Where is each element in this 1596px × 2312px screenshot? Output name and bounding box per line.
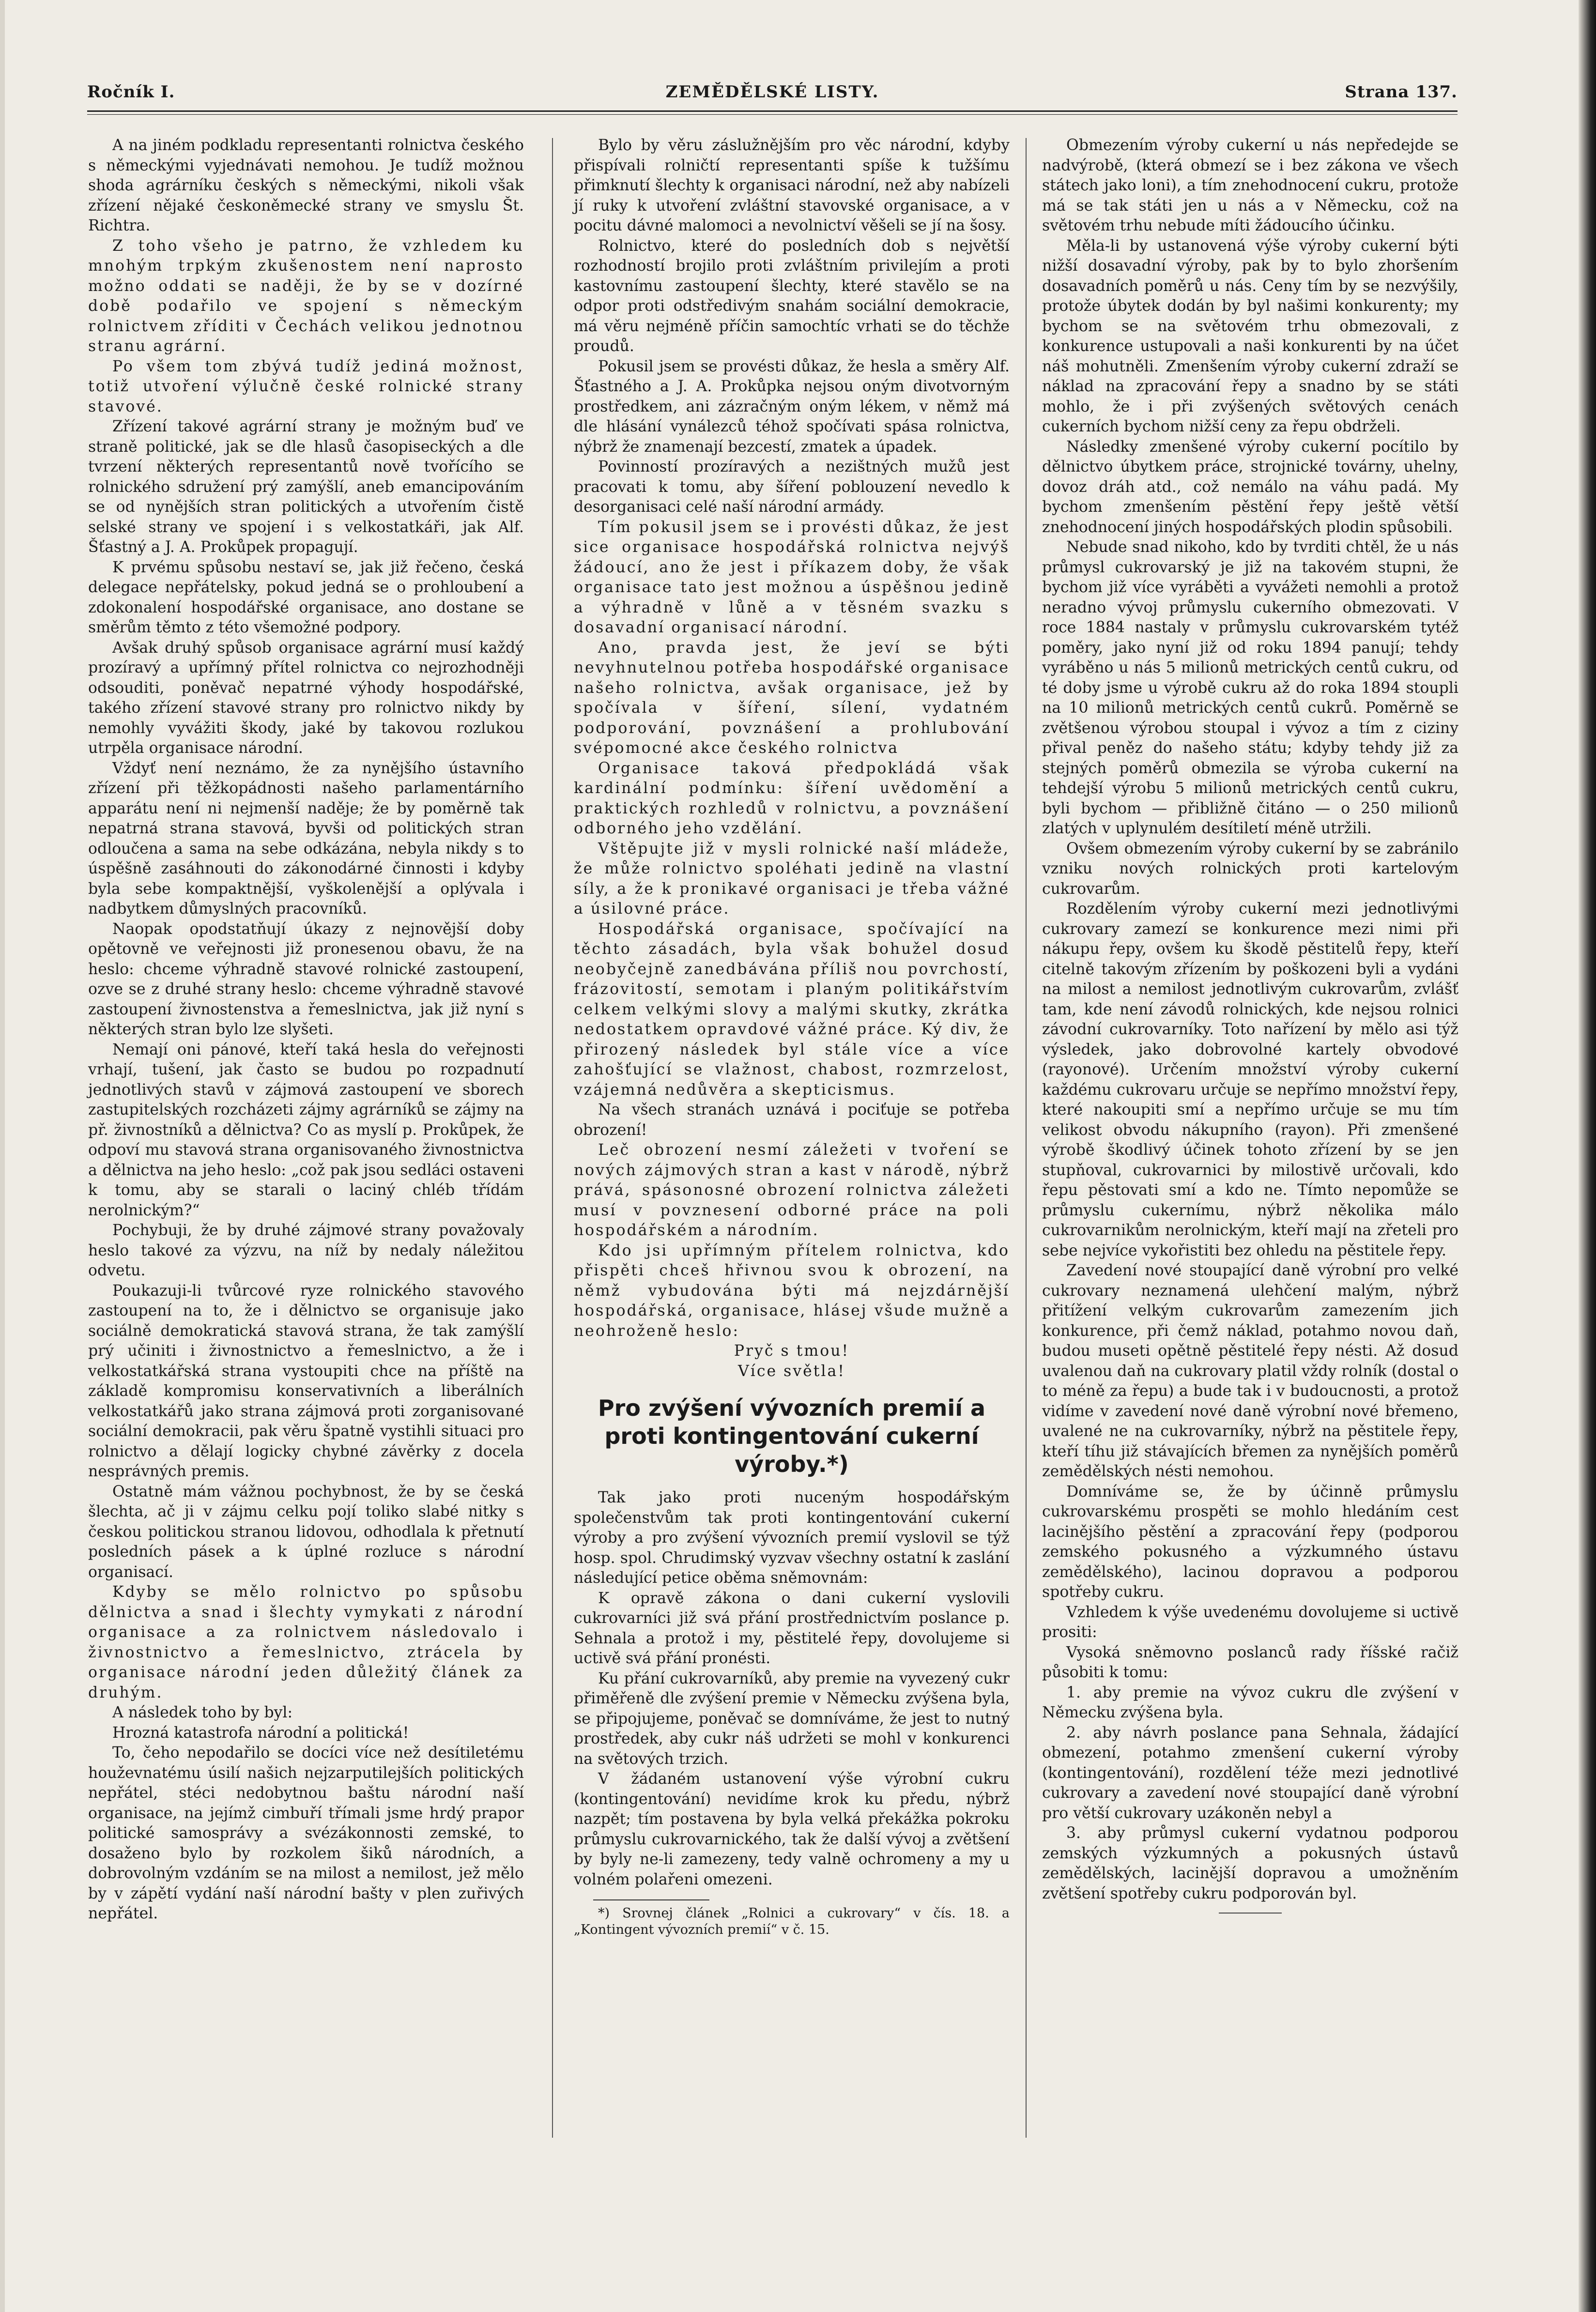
paragraph: Hospodářská organisace, spočívající na těchto zásadách, byla však bohužel dosud neobyčejně zanedbávána příliš nou povrchostí, frázovitostí, semotam i planým politikářstvím celkem velkými slovy a malými skutky, zkrátka nedostatkem opravdové vážné práce. Ký div, že přirozený následek byl stále více a více zahošťující se vlažnost, chabost, rozmrzelost, vzájemná nedůvěra a skepticismus. bbox=[574, 920, 1010, 1099]
slogan-line: Pryč s tmou! bbox=[734, 1342, 850, 1360]
paragraph: Nebude snad nikoho, kdo by tvrditi chtěl, že u nás průmysl cukrovarský je již na takovém stupni, že bychom již více vyráběti a vyvážeti nemohli a protož neradno vývoj průmyslu cukerního obmezovati. V roce 1884 nastaly v průmyslu cukrovarském tytéž poměry, jako nyní již od roku 1894 panují; tehdy vyráběno u nás 5 milionů metrických centů cukru, od té doby jsme u výrobě cukru až do roka 1894 stoupli na 10 milionů metrických centů cukrů. Poměrně se zvětšenou výrobou stoupal i vývoz a tím z ciziny přival peněz do našeho státu; kdyby tehdy již za stejných poměrů obmezila se výroba cukerní na tehdejší výrobu 5 milionů metrických centů cukru, byli bychom — přibližně čitáno — o 250 milionů zlatých v uplynulém desítiletí méně utržili. bbox=[1042, 538, 1458, 837]
paragraph: Po všem tom zbývá tudíž jediná možnost, totiž utvoření výlučně české rolnické strany stavové. bbox=[88, 357, 524, 415]
paragraph: Organisace taková předpokládá však kardinální podmínku: šíření uvědomění a praktických rozhledů v rolnictvu, a povznášení odborného jeho vzdělání. bbox=[574, 759, 1010, 837]
paragraph: Tím pokusil jsem se i provésti důkaz, že jest sice organisace hospodářská rolnictva nejvýš žádoucí, ano že jest i příkazem doby, že však organisace tato jest možnou a úspěšnou jedině a výhradně v lůně a v těsném svazku s dosavadní organisací národní. bbox=[574, 518, 1010, 636]
paragraph: Avšak druhý spůsob organisace agrární musí každý prozíravý a upřímný přítel rolnictva co nejrozhodněji odsouditi, poněvač nepatrné výhody hospodářské, takého zřízení stavové strany pro rolnictvo nikdy by nemohly vyvážiti škody, jaké by takovou rozlukou utrpěla organisace národní. bbox=[88, 639, 524, 757]
column-divider-2 bbox=[1026, 138, 1027, 2138]
paragraph: Zavedení nové stoupající daně výrobní pro velké cukrovary neznamená ulehčení malým, nýbrž přitížení velkým cukrovarům zamezením jich konkurence, při čemž náklad, potahmo novou daň, budou museti opětně pěstitelé řepy nésti. Až dosud uvalenou daň na cukrovary platil vždy rolník (dostal o to méně za řepu) a bude tak i v budoucnosti, a protož vidíme v zavedení nové daně výrobní nové břemeno, uvalené ne na cukrovarníky, nýbrž na pěstitele řepy, kteří tíhu již stávajících břemen za nynějších poměrů zemědělských nésti nemohou. bbox=[1042, 1262, 1458, 1480]
footnote: *) Srovnej článek „Rolnici a cukrovary“ v čís. 18. a „Kontingent vývozních premií“ v č. 15. bbox=[574, 1906, 1010, 1937]
list-item: 3. aby průmysl cukerní vydatnou podporou zemských výzkumných a pokusných ústavů zemědělských, lacinější dopravou a umožněním zvětšení spotřeby cukru podporován byl. bbox=[1042, 1824, 1458, 1902]
scan-edge-left bbox=[0, 0, 5, 2312]
slogan-line: Více světla! bbox=[738, 1362, 845, 1380]
paragraph: Povinností prozíravých a nezištných mužů jest pracovati k tomu, aby šíření poblouzení nevedlo k desorganisaci celé naší národní armády. bbox=[574, 458, 1010, 516]
paragraph: Obmezením výroby cukerní u nás nepředejde se nadvýrobě, (která obmezí se i bez zákona ve všech státech jako loni), a tím znehodnocení cukru, protože má se tak státi jen u nás a v Německu, což na světovém trhu nebude míti žádoucího účinku. bbox=[1042, 137, 1458, 234]
paragraph: Vždyť není neznámo, že za nynějšího ústavního zřízení při těžkopádnosti našeho parlamentárního apparátu není ni nejmenší naděje; že by poměrně tak nepatrná strana stavová, byvši od politických stran odloučena a sama na sebe odkázána, nebyla nikdy s to úspěšně zasáhnouti do zákonodárné činnosti i kdyby byla sebe kompaktnější, vyškolenější a oplývala i nadbytkem důmyslných pracovníků. bbox=[88, 759, 524, 918]
paragraph: K prvému spůsobu nestaví se, jak již řečeno, česká delegace nepřátelsky, pokud jedná se o prohloubení a zdokonalení hospodářské organisace, ano dostane se směrům těmto z této všemožné podpory. bbox=[88, 558, 524, 636]
column-1 bbox=[88, 136, 524, 1924]
paragraph: Tak jako proti nuceným hospodářským společenstvům tak proti kontingentování cukerní výroby a pro zvýšení vývozních premií vyslovil se týž hosp. spol. Chrudimský vyzvav všechny ostatní k zaslání následující petice oběma sněmovnám: bbox=[574, 1489, 1010, 1587]
paragraph: Poukazuji-li tvůrcové ryze rolnického stavového zastoupení na to, že i dělnictvo se organisuje jako sociálně demokratická stavová strana, že tak zamýšlí prý učiniti i živnostnictvo a řemeslnictvo, a že i velkostatkářská strana vystoupiti chce na příště na základě kompromisu konservativních a liberálních velkostatkářů jako strana zájmová proti zorganisované sociální demokracii, pak věru špatně vystihli situaci pro rolnictvo a dělají logicky chybné závěrky z docela nesprávných premis. bbox=[88, 1282, 524, 1480]
paragraph: Leč obrození nesmí záležeti v tvoření se nových zájmových stran a kast v národě, nýbrž prává, spásonosné obrození rolnictva záležeti musí v povznesení odborné práce na poli hospodářském a národním. bbox=[574, 1141, 1010, 1239]
paragraph: K opravě zákona o dani cukerní vyslovili cukrovarníci již svá přání prostřednictvím poslance p. Sehnala a protož i my, pěstitelé řepy, dovolujeme si uctivě svá přání pronésti. bbox=[574, 1589, 1010, 1667]
paragraph: Ku přání cukrovarníků, aby premie na vyvezený cukr přiměřeně dle zvýšení premie v Německu zvýšena byla, se připojujeme, poněvač se domníváme, že jest to nutný prostředek, aby cukr náš udržeti se mohl v konkurenci na světových trzich. bbox=[574, 1669, 1010, 1768]
scan-edge-right bbox=[1579, 0, 1596, 2312]
page-header bbox=[87, 82, 1458, 112]
paragraph: A následek toho by byl: bbox=[112, 1704, 293, 1721]
paragraph: Vysoká sněmovno poslanců rady říšské račiž působiti k tomu: bbox=[1042, 1643, 1458, 1681]
list-item: 1. aby premie na vývoz cukru dle zvýšení v Německu zvýšena byla. bbox=[1042, 1684, 1458, 1721]
paragraph: Zřízení takové agrární strany je možným buď ve straně politické, jak se dle hlasů časopiseckých a dle tvrzení některých representantů nově tvořícího se rolnického sdružení prý zamýšlí, aneb emancipováním se od nynějších stran politických a utvořením čistě selské strany ve spojení i s velkostatkáři, jak Alf. Šťastný a J. A. Prokůpek propagují. bbox=[88, 418, 524, 556]
paragraph: To, čeho nepodařilo se docíci více než desítiletému houževnatému úsilí našich nejzarputilejších politických nepřátel, stéci nedobytnou baštu národní naší organisace, na jejímž cimbuří třímali jsme hrdý prapor politické samosprávy a svézákonnosti zemské, to dosaženo bylo by rozkolem šiků národních, a dobrovolným vzdáním se na milost a nemilost, jež mělo by v zápětí vydání naší národní bašty v plen zuřivých nepřátel. bbox=[88, 1744, 524, 1922]
page-number: Strana 137. bbox=[1345, 82, 1458, 102]
column-3 bbox=[1042, 136, 1458, 1914]
paragraph: Vzhledem k výše uvedenému dovolujeme si uctivě prositi: bbox=[1042, 1603, 1458, 1641]
paragraph: Nemají oni pánové, kteří taká hesla do veřejnosti vrhají, tušení, jak často se budou po rozpadnutí jednotlivých stavů v zájmová zastoupení ve sborech zastupitelských rozcházeti zájmy agrárníků se zájmy na př. živnostníků a dělnictva? Co as myslí p. Prokůpek, že odpoví mu stavová strana organisovaného živnostnictva a dělnictva na jeho heslo: „což pak jsou sedláci ostaveni k tomu, aby se starali o laciný chléb třídám nerolnickým?“ bbox=[88, 1041, 524, 1219]
column-2 bbox=[574, 136, 1010, 1938]
footnote-rule bbox=[593, 1899, 709, 1900]
column-divider-1 bbox=[552, 138, 553, 2138]
paragraph: Domníváme se, že by účinně průmyslu cukrovarskému prospěti se mohlo hledáním cest lacinějšího pěstění a zpracování řepy (podporou zemského pokusného a výzkumného ústavu zemědělského), lacinou dopravou a podporou spotřeby cukru. bbox=[1042, 1483, 1458, 1601]
paragraph: Z toho všeho je patrno, že vzhledem ku mnohým trpkým zkušenostem není naprosto možno oddati se naději, že by se v dozírné době podařilo ve spojení s německým rolnictvem zříditi v Čechách velikou jednotnou stranu agrární. bbox=[88, 237, 524, 355]
paragraph: Rolnictvo, které do posledních dob s největší rozhodností brojilo proti zvláštním privilejím a proti kastovnímu zastoupení šlechty, které stavělo se na odpor proti odstředivým snahám sociální demokracie, má věru nejméně příčin samochtíc vrhati se do těchže proudů. bbox=[574, 237, 1010, 355]
masthead-title: ZEMĚDĚLSKÉ LISTY. bbox=[665, 82, 879, 102]
paragraph: Následky zmenšené výroby cukerní pocítilo by dělnictvo úbytkem práce, strojnické továrny, uhelny, dovoz dráh atd., což nemálo na váhu padá. My bychom zmenšením pěstění řepy ještě větší znehodnocení jiných hospodářských plodin spůsobili. bbox=[1042, 438, 1458, 536]
paragraph: A na jiném podkladu representanti rolnictva českého s německými vyjednávati nemohou. Je tudíž možnou shoda agrárníku českých s německými, nikoli však zřízení nějaké českoněmecké strany ve smyslu Št. Richtra. bbox=[88, 137, 524, 234]
paragraph: Naopak opodstatňují úkazy z nejnovější doby opětovně ve veřejnosti již pronesenou obavu, že na heslo: chceme výhradně stavové rolnické zastoupení, ozve se z druhé strany heslo: chceme výhradně stavové zastoupení živnostenstva a řemeslnictva, jak již nyní s některých stran bylo lze slyšeti. bbox=[88, 920, 524, 1038]
end-rule bbox=[1219, 1913, 1282, 1914]
paragraph: Kdo jsi upřímným přítelem rolnictva, kdo přispěti chceš hřivnou svou k obrození, na němž vybudována býti má nejzdárnější hospodářská, organisace, hlásej všude mužně a neohroženě heslo: bbox=[574, 1241, 1010, 1340]
paragraph: Ostatně mám vážnou pochybnost, že by se česká šlechta, ač ji v zájmu celku pojí toliko slabé nitky s českou politickou stranou lidovou, odhodlala k přetnutí posledních pásek a k úplné rozluce s národní organisací. bbox=[88, 1483, 524, 1581]
paragraph: Ovšem obmezením výroby cukerní by se zabránilo vzniku nových rolnických proti kartelovým cukrovarům. bbox=[1042, 840, 1458, 898]
paragraph: Na všech stranách uznává i pociťuje se potřeba obrození! bbox=[574, 1101, 1010, 1139]
article-heading: Pro zvýšení vývozních premií a proti kontingentování cukerní výroby.*) bbox=[598, 1395, 986, 1477]
paragraph: Kdyby se mělo rolnictvo po spůsobu dělnictva a snad i šlechty vymykati z národní organisace a za rolnictvem následovalo i živnostnictvo a řemeslnictvo, ztrácela by organisace národní jeden důležitý článek za druhým. bbox=[88, 1583, 524, 1701]
paragraph: V žádaném ustanovení výše výrobní cukru (kontingentování) nevidíme krok ku předu, nýbrž nazpět; tím postavena by byla velká překážka pokroku průmyslu cukrovarnického, tak že další vývoj a zvětšení by byly ne-li zamezeny, tedy valně ochromeny a my u volném polařeni omezeni. bbox=[574, 1770, 1010, 1888]
paragraph: Rozdělením výroby cukerní mezi jednotlivými cukrovary zamezí se konkurence mezi nimi při nákupu řepy, ovšem ku škodě pěstitelů řepy, kteří citelně takovým zřízením by poškozeni byli a vydáni na milost a nemilost jednotlivým cukrovarům, zvlášť tam, kde není závodů rolnických, kde nejsou rolnici závodní cukrovarníky. Toto nařízení by mělo asi týž výsledek, jako dobrovolné kartely obvodové (rayonové). Určením množství výroby cukerní každému cukrovaru určuje se nepřímo množství řepy, které nakoupiti smí a nepřímo určuje se mu tím velikost obvodu nákupního (rayon). Při zmenšené výrobě škodlivý účinek tohoto zřízení by se jen stupňoval, cukrovarnici by milostivě určovali, kdo řepu pěstovati smí a kdo ne. Tímto nepomůže se průmyslu cukernímu, nýbrž několika málo cukrovarnikům nerolnickým, kteří mají na zřeteli pro sebe nejvíce vykořistiti bez ohledu na pěstitele řepy. bbox=[1042, 900, 1458, 1259]
header-rule-thick bbox=[87, 110, 1458, 112]
paragraph: Bylo by věru záslužnějším pro věc národní, kdyby přispívali rolničtí representanti spíše k tužšímu přimknutí šlechty k organisaci národní, než aby nabízeli jí ruky k utvoření zvláštní stavovské organisace, a v pocitu dávné malomoci a nevolnictví věšeli se jí na šosy. bbox=[574, 137, 1010, 234]
paragraph: Ano, pravda jest, že jeví se býti nevyhnutelnou potřeba hospodářské organisace našeho rolnictva, avšak organisace, jež by spočívala v šíření, sílení, vydatném podporování, povznášení a prohlubování svépomocné akce českého rolnictva bbox=[574, 639, 1010, 757]
paragraph: Vštěpujte již v mysli rolnické naší mládeže, že může rolnictvo spoléhati jedině na vlastní síly, a že k pronikavé organisaci je třeba vážné a úsilovné práce. bbox=[574, 840, 1010, 918]
paragraph: Měla-li by ustanovená výše výroby cukerní býti nižší dosavadní výroby, pak by to bylo zhoršením dosavadních poměrů u nás. Ceny tím by se nezvýšily, protože úbytek dodán by byl našimi konkurenty; my bychom se na světovém trhu obmezovali, z konkurence ustupovali a naši konkurenti by na účet náš mohutněli. Zmenšením výroby cukerní zdraží se náklad na zpracování řepy a snadno by se státi mohlo, že i při zvýšených světových cenách cukerních bychom nižší ceny za řepu obdrželi. bbox=[1042, 237, 1458, 435]
paragraph: Pokusil jsem se provésti důkaz, že hesla a směry Alf. Šťastného a J. A. Prokůpka nejsou oným divotvorným prostředkem, ani zázračným oným lékem, v němž má dle hlásání vynálezců téhož spočívati spása rolnictva, nýbrž že znamenají bezcestí, zmatek a úpadek. bbox=[574, 357, 1010, 456]
volume-label: Ročník I. bbox=[87, 82, 175, 102]
paragraph: Hrozná katastrofa národní a politická! bbox=[112, 1724, 409, 1742]
header-rule-thin bbox=[87, 114, 1458, 115]
paragraph: Pochybuji, že by druhé zájmové strany považovaly heslo takové za výzvu, na níž by nedaly náležitou odvetu. bbox=[88, 1222, 524, 1279]
list-item: 2. aby návrh poslance pana Sehnala, žádající obmezení, potahmo zmenšení cukerní výroby (kontingentování), rozdělení téže mezi jednotlivé cukrovary a zavedení nové stoupající daně výrobní pro větší cukrovary uzákoněn nebyl a bbox=[1042, 1724, 1458, 1822]
